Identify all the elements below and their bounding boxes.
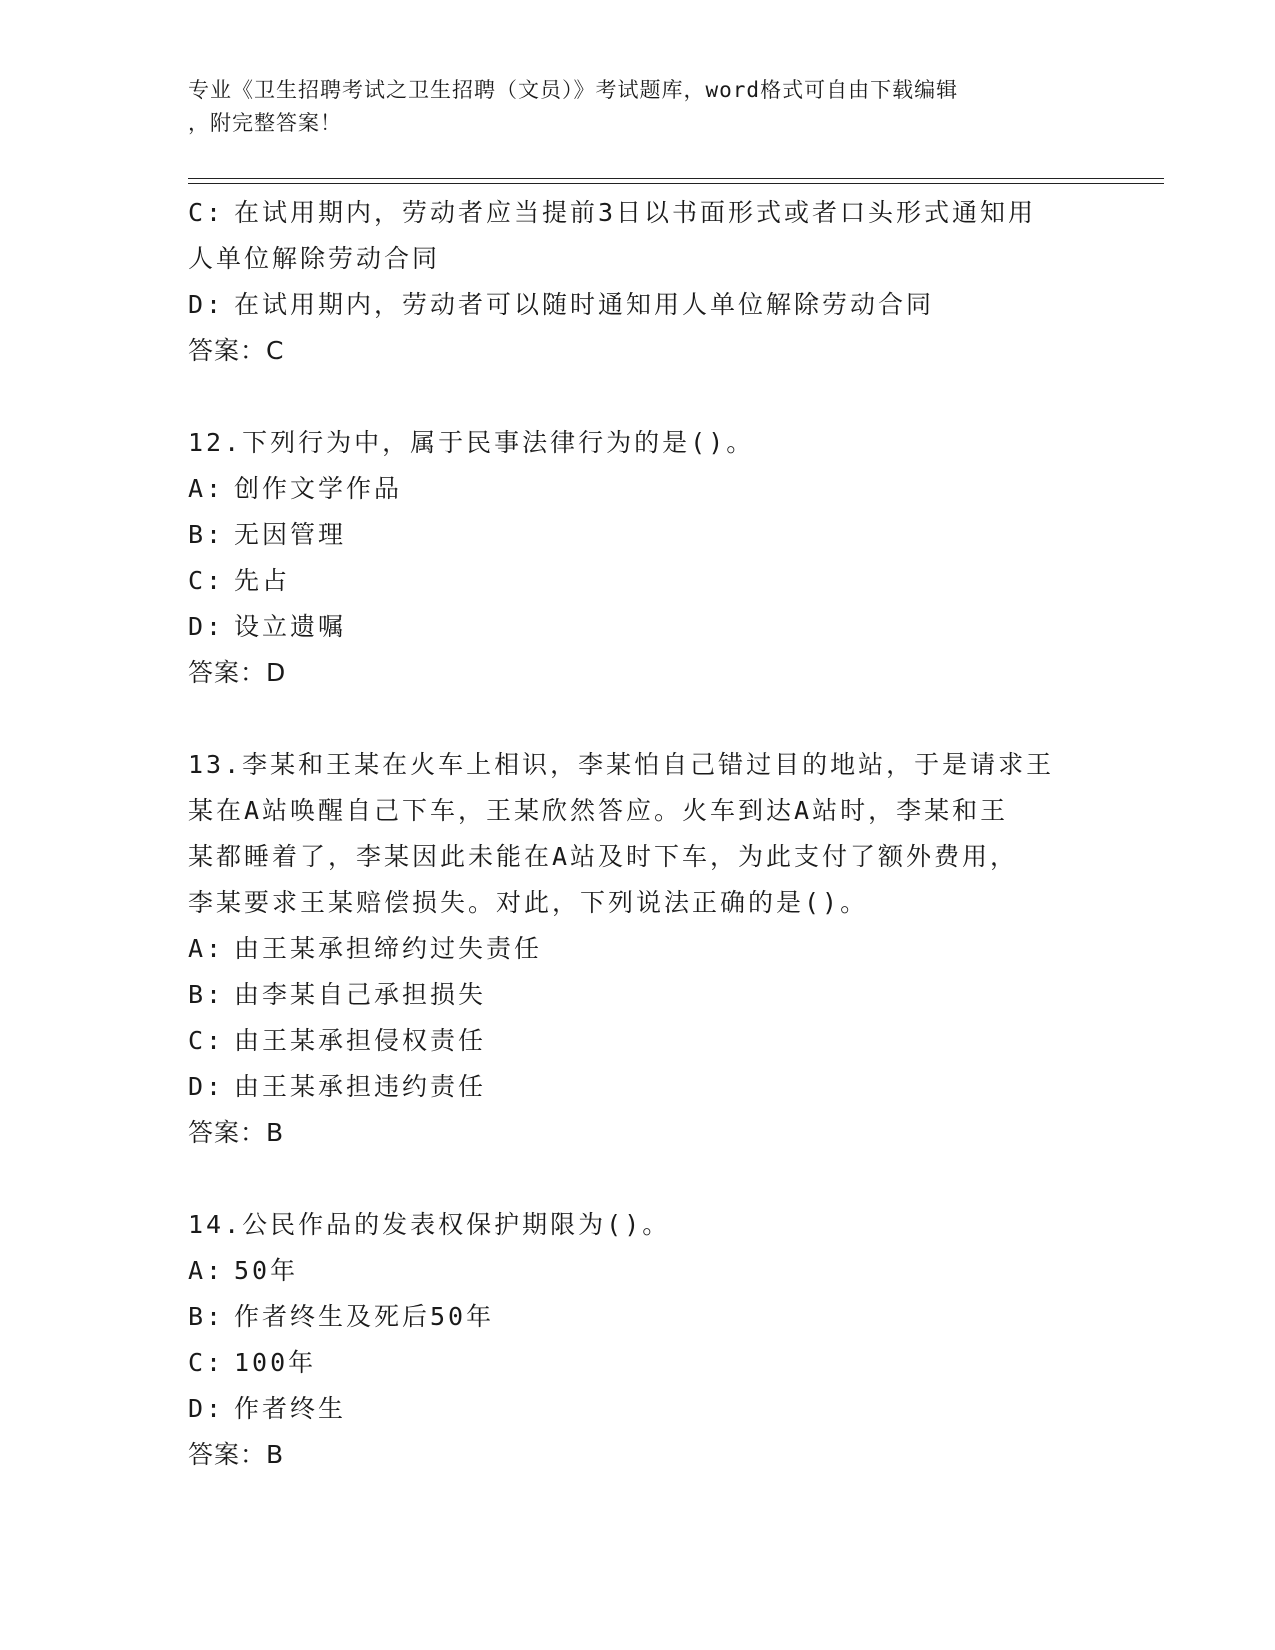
option-b	[188, 972, 1088, 1018]
document-header	[188, 74, 1088, 140]
option-d	[188, 282, 1088, 328]
option-text: 作者终生	[234, 1394, 347, 1423]
option-text: 在试用期内，劳动者应当提前3日以书面形式或者口头形式通知用	[234, 198, 1037, 227]
option-label: B:	[188, 520, 225, 549]
option-text: 由李某自己承担损失	[234, 980, 487, 1009]
question-stem: 12.下列行为中，属于民事法律行为的是()。	[188, 428, 755, 457]
option-label: A:	[188, 1256, 225, 1285]
option-label: B:	[188, 1302, 225, 1331]
option-text: 由王某承担侵权责任	[234, 1026, 487, 1055]
option-label: C:	[188, 566, 225, 595]
question-stem-continuation: 李某要求王某赔偿损失。对此，下列说法正确的是()。	[188, 888, 869, 917]
option-c	[188, 1018, 1088, 1064]
question-14	[188, 1202, 1088, 1478]
option-c	[188, 1340, 1088, 1386]
spacer	[188, 696, 1088, 742]
option-text: 创作文学作品	[234, 474, 403, 503]
option-d	[188, 604, 1088, 650]
header-line-2: ，附完整答案！	[188, 111, 342, 135]
option-label: D:	[188, 1394, 225, 1423]
option-label: A:	[188, 474, 225, 503]
question-stem: 13.李某和王某在火车上相识，李某怕自己错过目的地站，于是请求王	[188, 750, 1055, 779]
option-a	[188, 926, 1088, 972]
option-text: 由王某承担违约责任	[234, 1072, 487, 1101]
option-a	[188, 1248, 1088, 1294]
answer-line: 答案：B	[188, 1118, 285, 1147]
question-13	[188, 742, 1088, 1156]
option-label: B:	[188, 980, 225, 1009]
option-label: D:	[188, 290, 225, 319]
option-c	[188, 558, 1088, 604]
option-text: 在试用期内，劳动者可以随时通知用人单位解除劳动合同	[234, 290, 935, 319]
option-label: A:	[188, 934, 225, 963]
option-text: 先占	[234, 566, 291, 595]
option-text: 50年	[234, 1256, 299, 1285]
option-label: C:	[188, 198, 225, 227]
option-label: D:	[188, 1072, 225, 1101]
option-b	[188, 1294, 1088, 1340]
header-divider-top	[188, 178, 1164, 179]
question-stem-continuation: 某都睡着了，李某因此未能在A站及时下车，为此支付了额外费用，	[188, 842, 1019, 871]
header-line-1: 专业《卫生招聘考试之卫生招聘（文员）》考试题库，word格式可自由下载编辑	[188, 78, 959, 102]
option-continuation: 人单位解除劳动合同	[188, 244, 441, 273]
question-12	[188, 420, 1088, 696]
option-text: 无因管理	[234, 520, 347, 549]
option-label: C:	[188, 1026, 225, 1055]
question-content	[188, 190, 1088, 1478]
option-text: 由王某承担缔约过失责任	[234, 934, 543, 963]
answer-line: 答案：D	[188, 658, 287, 687]
option-text: 设立遗嘱	[234, 612, 347, 641]
answer-line: 答案：C	[188, 336, 285, 365]
question-stem-continuation: 某在A站唤醒自己下车，王某欣然答应。火车到达A站时，李某和王	[188, 796, 1009, 825]
option-a	[188, 466, 1088, 512]
spacer	[188, 374, 1088, 420]
answer-line: 答案：B	[188, 1440, 285, 1469]
question-stem: 14.公民作品的发表权保护期限为()。	[188, 1210, 671, 1239]
option-c	[188, 190, 1088, 236]
option-b	[188, 512, 1088, 558]
spacer	[188, 1156, 1088, 1202]
option-label: D:	[188, 612, 225, 641]
option-text: 作者终生及死后50年	[234, 1302, 495, 1331]
option-text: 100年	[234, 1348, 317, 1377]
option-d	[188, 1386, 1088, 1432]
option-label: C:	[188, 1348, 225, 1377]
question-fragment	[188, 190, 1088, 374]
header-divider-bottom	[188, 183, 1164, 184]
option-d	[188, 1064, 1088, 1110]
